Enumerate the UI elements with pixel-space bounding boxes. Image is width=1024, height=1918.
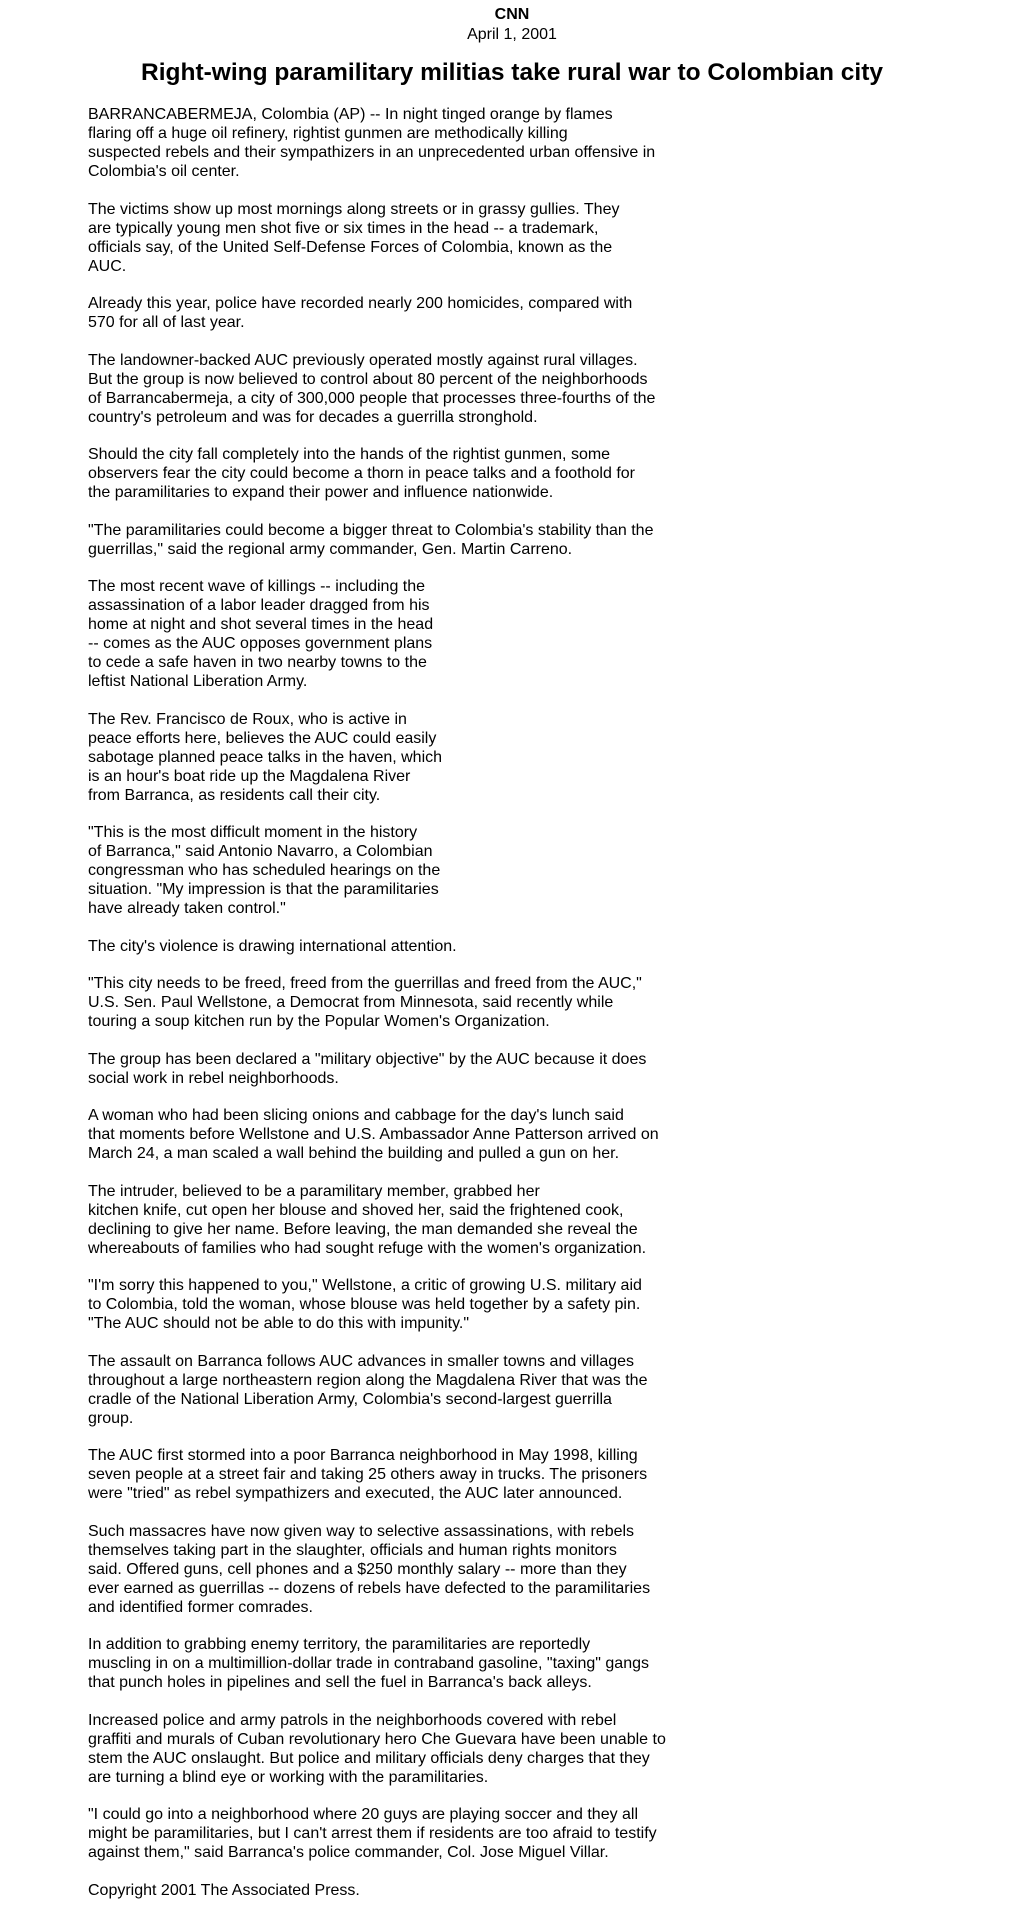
article-paragraph: The city's violence is drawing international attention. <box>88 937 457 955</box>
article-paragraph: Already this year, police have recorded nearly 200 homicides, compared with 570 for all of last year. <box>88 295 633 331</box>
article-paragraph: The victims show up most mornings along streets or in grassy gullies. They are typically young men shot five or six times in the head -- a trademark, officials say, of the United Self-Defense Forces of Colombia, known as the AUC. <box>88 200 620 275</box>
publication-date: April 1, 2001 <box>467 26 557 43</box>
article-paragraph: "This is the most difficult moment in the history of Barranca," said Antonio Navarro, a Colombian congressman who has scheduled hearings on the situation. "My impression is that the paramilitaries have already taken control." <box>88 824 441 917</box>
source-name: CNN <box>494 6 530 23</box>
article-body <box>88 105 688 1918</box>
article-headline: Right-wing paramilitary militias take rural war to Colombian city <box>141 59 883 86</box>
article-paragraph: Such massacres have now given way to selective assassinations, with rebels themselves taking part in the slaughter, officials and human rights monitors said. Offered guns, cell phones and a $250 monthly salary -- more than they ever earned as guerrillas -- dozens of rebels have defected to the paramilitaries and identified former comrades. <box>88 1522 651 1616</box>
article-paragraph: The landowner-backed AUC previously operated mostly against rural villages. But the group is now believed to control about 80 percent of the neighborhoods of Barrancabermeja, a city of 300,000 people that processes three-fourths of the country's petroleum and was for decades a guerrilla stronghold. <box>88 351 656 426</box>
copyright-notice: Copyright 2001 The Associated Press. <box>88 1881 360 1899</box>
article-paragraph: Increased police and army patrols in the neighborhoods covered with rebel graffiti and murals of Cuban revolutionary hero Che Guevara have been unable to stem the AUC onslaught. But police and military officials deny charges that they are turning a blind eye or working with the paramilitaries. <box>88 1711 666 1786</box>
article-paragraph: A woman who had been slicing onions and cabbage for the day's lunch said that moments before Wellstone and U.S. Ambassador Anne Patterson arrived on March 24, a man scaled a wall behind the building and pulled a gun on her. <box>88 1107 659 1162</box>
article-paragraph: "I'm sorry this happened to you," Wellstone, a critic of growing U.S. military aid to Colombia, told the woman, whose blouse was held together by a safety pin. "The AUC should not be able to do this with impunity." <box>88 1277 642 1332</box>
article-paragraph: "I could go into a neighborhood where 20 guys are playing soccer and they all might be paramilitaries, but I can't arrest them if residents are too afraid to testify against them," said Barranca's police commander, Col. Jose Miguel Villar. <box>88 1806 657 1861</box>
article-paragraph: In addition to grabbing enemy territory, the paramilitaries are reportedly muscling in on a multimillion-dollar trade in contraband gasoline, "taxing" gangs that punch holes in pipelines and sell the fuel in Barranca's back alleys. <box>88 1636 649 1691</box>
article-paragraph: The most recent wave of killings -- including the assassination of a labor leader dragged from his home at night and shot several times in the head -- comes as the AUC opposes government plans to cede a safe haven in two nearby towns to the leftist National Liberation Army. <box>88 578 434 690</box>
article-paragraph: BARRANCABERMEJA, Colombia (AP) -- In night tinged orange by flames flaring off a huge oil refinery, rightist gunmen are methodically killing suspected rebels and their sympathizers in an unprecedented urban offensive in Colombia's oil center. <box>88 106 656 180</box>
article-paragraph: The intruder, believed to be a paramilitary member, grabbed her kitchen knife, cut open her blouse and shoved her, said the frightened cook, declining to give her name. Before leaving, the man demanded she reveal the whereabouts of families who had sought refuge with the women's organization. <box>88 1182 647 1257</box>
article-paragraph: "The paramilitaries could become a bigger threat to Colombia's stability than the guerrillas," said the regional army commander, Gen. Martin Carreno. <box>88 521 654 558</box>
article-paragraph: "This city needs to be freed, freed from the guerrillas and freed from the AUC," U.S. Sen. Paul Wellstone, a Democrat from Minnesota, said recently while touring a soup kitchen run by the Popular Women's Organization. <box>88 975 642 1030</box>
article-paragraph: The Rev. Francisco de Roux, who is active in peace efforts here, believes the AUC could easily sabotage planned peace talks in the haven, which is an hour's boat ride up the Magdalena River from Barranca, as residents call their city. <box>88 710 443 804</box>
article-paragraph: The group has been declared a "military objective" by the AUC because it does social work in rebel neighborhoods. <box>88 1050 647 1087</box>
article-paragraph: The AUC first stormed into a poor Barranca neighborhood in May 1998, killing seven people at a street fair and taking 25 others away in trucks. The prisoners were "tried" as rebel sympathizers and executed, the AUC later announced. <box>88 1447 648 1502</box>
article-paragraph: The assault on Barranca follows AUC advances in smaller towns and villages throughout a large northeastern region along the Magdalena River that was the cradle of the National Liberation Army, Colombia's second-largest guerrilla group. <box>88 1352 648 1427</box>
article-paragraph: Should the city fall completely into the hands of the rightist gunmen, some observers fear the city could become a thorn in peace talks and a foothold for the paramilitaries to expand their power and influence nationwide. <box>88 446 635 501</box>
